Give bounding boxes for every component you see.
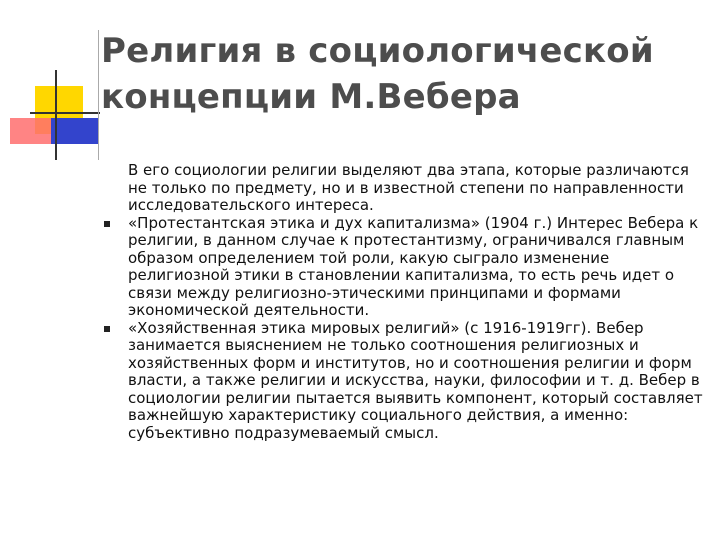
square-bullet-icon bbox=[104, 326, 110, 332]
paragraph-text: В его социологии религии выделяют два этапа, которые различаются не только по предмету, но и в известной степени по направленности исследовательского интереса. bbox=[128, 161, 689, 214]
bullet-text: «Хозяйственная этика мировых религий» (с 1916-1919гг). Вебер занимается выяснением не только соотношения религиозных и хозяйственных форм и институтов, но и соотношения религии и форм власти, а также религии и искусства, науки, философии и т. д. Вебер в социологии религии пытается выявить компонент, который составляет важнейшую характеристику социального действия, а именно: субъективно подразумеваемый смысл. bbox=[128, 318, 703, 442]
paragraph-intro bbox=[104, 162, 708, 215]
bullet-text: «Протестантская этика и дух капитализма» (1904 г.) Интерес Вебера к религии, в данном случае к протестантизму, ограничивался главным образом определением той роли, какую сыграло изменение религиозной этики в становлении капитализма, то есть речь идет о связи между религиозно-этическими принципами и формами экономической деятельности. bbox=[128, 213, 699, 319]
decor-blue-rectangle bbox=[51, 118, 99, 144]
slide-body bbox=[104, 162, 708, 442]
slide-title: Религия в социологической концепции М.Вебера bbox=[101, 31, 654, 117]
square-bullet-icon bbox=[104, 221, 110, 227]
bullet-item-protestant-ethic bbox=[104, 215, 708, 320]
bullet-item-economic-ethics bbox=[104, 320, 708, 443]
decor-thin-vertical-line bbox=[98, 30, 99, 160]
decor-vertical-line bbox=[55, 70, 57, 160]
decor-horizontal-line bbox=[30, 112, 100, 114]
